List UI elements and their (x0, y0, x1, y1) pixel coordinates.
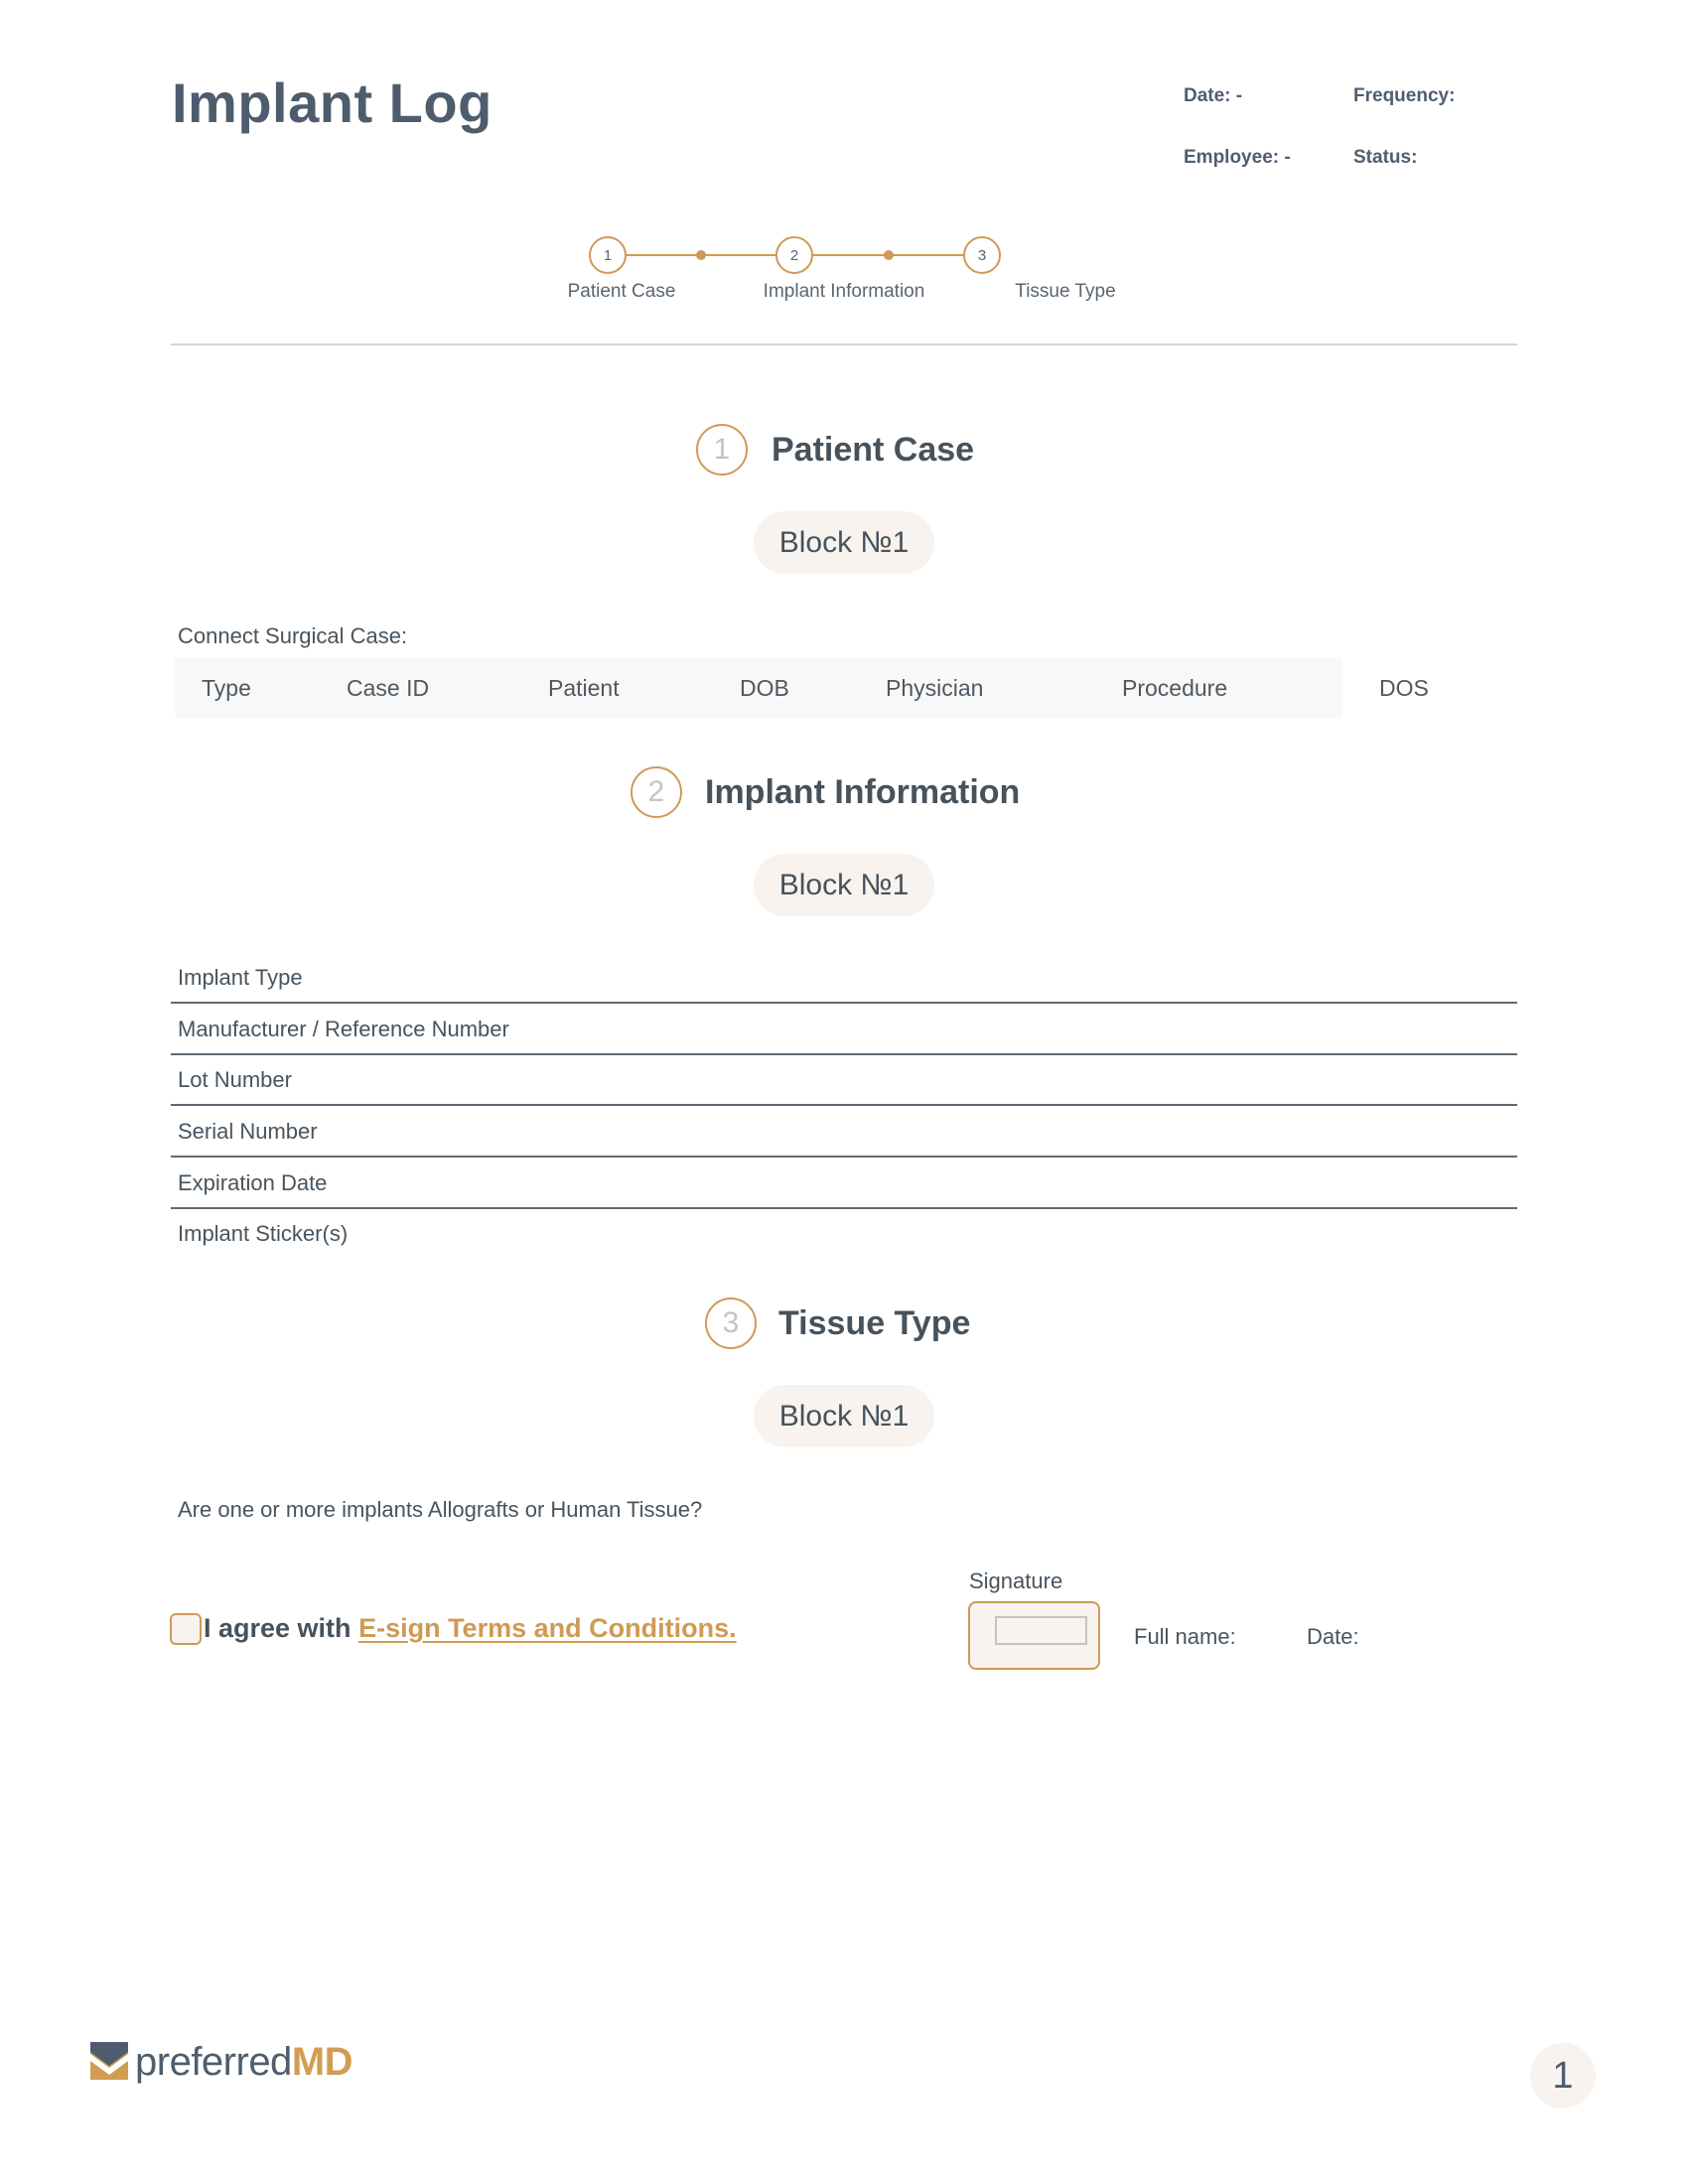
section-2-title: Implant Information (705, 773, 1021, 811)
column-dob: DOB (740, 675, 789, 701)
section-2-block-pill: Block №1 (754, 854, 934, 916)
step-1-circle[interactable]: 1 (589, 236, 627, 274)
logo-text-main: preferred (135, 2040, 292, 2084)
tissue-question: Are one or more implants Allografts or Human Tissue? (178, 1497, 703, 1522)
section-1-block-pill: Block №1 (754, 511, 934, 574)
meta-employee: Employee: - (1184, 147, 1291, 168)
section-1-number: 1 (696, 424, 748, 476)
full-name-label: Full name: (1134, 1624, 1236, 1649)
column-patient: Patient (548, 675, 620, 701)
field-serial-number[interactable]: Serial Number (178, 1119, 318, 1144)
field-underline (171, 1156, 1517, 1158)
preferredmd-logo-icon (90, 2042, 128, 2080)
meta-status: Status: (1353, 147, 1418, 168)
column-procedure: Procedure (1122, 675, 1228, 701)
esign-terms-link[interactable]: E-sign Terms and Conditions. (358, 1613, 737, 1643)
logo-text-accent: MD (291, 2040, 353, 2084)
step-3-label[interactable]: Tissue Type (1015, 281, 1116, 302)
agree-checkbox[interactable] (170, 1613, 202, 1645)
section-3-number: 3 (705, 1297, 757, 1349)
section-2-number: 2 (631, 766, 682, 818)
field-implant-stickers[interactable]: Implant Sticker(s) (178, 1221, 349, 1246)
section-3-title: Tissue Type (778, 1304, 971, 1342)
column-type: Type (202, 675, 251, 701)
preferredmd-logo (135, 2039, 352, 2085)
step-2-circle[interactable]: 2 (775, 236, 813, 274)
agree-text (204, 1612, 737, 1644)
meta-date: Date: - (1184, 85, 1243, 106)
field-expiration-date[interactable]: Expiration Date (178, 1170, 328, 1195)
column-physician: Physician (886, 675, 984, 701)
field-implant-type[interactable]: Implant Type (178, 965, 303, 990)
step-3-circle[interactable]: 3 (963, 236, 1001, 274)
field-underline (171, 1002, 1517, 1004)
field-underline (171, 1207, 1517, 1209)
field-underline (171, 1053, 1517, 1055)
step-2-label[interactable]: Implant Information (763, 281, 925, 302)
page-number-badge: 1 (1530, 2043, 1596, 2109)
field-underline (171, 1104, 1517, 1106)
step-1-label[interactable]: Patient Case (567, 281, 676, 302)
page-title: Implant Log (172, 71, 492, 134)
signature-date-label: Date: (1307, 1624, 1359, 1649)
column-dos: DOS (1379, 675, 1429, 701)
field-lot-number[interactable]: Lot Number (178, 1067, 292, 1092)
signature-placeholder-icon (995, 1616, 1087, 1645)
section-1-title: Patient Case (772, 431, 975, 469)
stepper-dot (696, 250, 706, 260)
section-3-block-pill: Block №1 (754, 1385, 934, 1447)
connect-surgical-case-label: Connect Surgical Case: (178, 623, 408, 648)
meta-frequency: Frequency: (1353, 85, 1456, 106)
header-divider (171, 343, 1517, 345)
column-case-id: Case ID (347, 675, 430, 701)
stepper-dot (884, 250, 894, 260)
signature-label: Signature (969, 1569, 1063, 1593)
agree-prefix: I agree with (204, 1613, 352, 1643)
field-manufacturer-reference[interactable]: Manufacturer / Reference Number (178, 1017, 509, 1041)
